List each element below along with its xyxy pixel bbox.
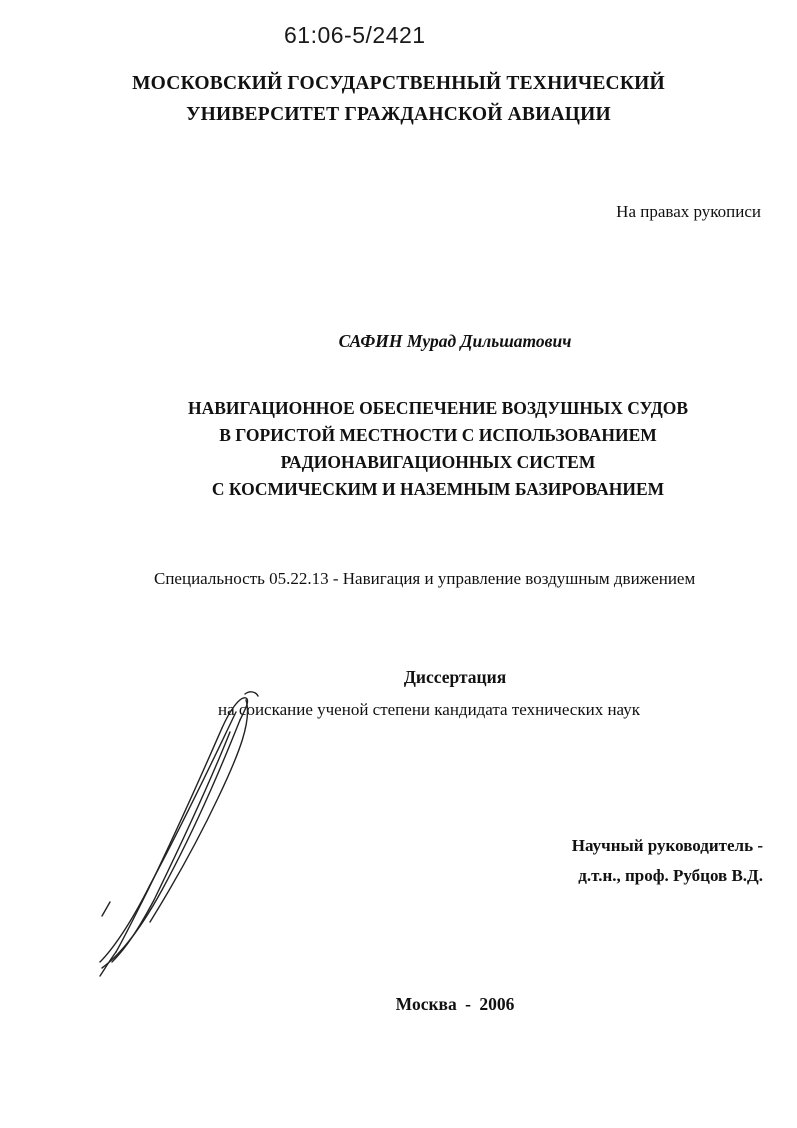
title-line-4: С КОСМИЧЕСКИМ И НАЗЕМНЫМ БАЗИРОВАНИЕМ (211, 479, 665, 499)
author-name: САФИН Мурад Дильшатович (338, 331, 572, 351)
title-line-3: РАДИОНАВИГАЦИОННЫХ СИСТЕМ (280, 452, 596, 472)
supervisor-name: д.т.н., проф. Рубцов В.Д. (578, 866, 763, 885)
archive-stamp: 61:06-5/2421 (284, 22, 426, 48)
manuscript-note: На правах рукописи (616, 202, 761, 221)
city-year: Москва - 2006 (395, 994, 515, 1014)
supervisor-label: Научный руководитель - (571, 836, 763, 855)
title-line-1: НАВИГАЦИОННОЕ ОБЕСПЕЧЕНИЕ ВОЗДУШНЫХ СУДОВ (187, 398, 689, 418)
dissertation-title (0, 395, 797, 503)
degree-line: на соискание ученой степени кандидата технических наук (218, 700, 641, 719)
handwritten-signature (90, 690, 270, 980)
document-type: Диссертация (403, 667, 507, 687)
university-name (0, 68, 797, 130)
specialty-line: Специальность 05.22.13 - Навигация и управление воздушным движением (154, 569, 696, 588)
supervisor-block (572, 831, 763, 891)
university-line-1: МОСКОВСКИЙ ГОСУДАРСТВЕННЫЙ ТЕХНИЧЕСКИЙ (132, 73, 665, 94)
title-line-2: В ГОРИСТОЙ МЕСТНОСТИ С ИСПОЛЬЗОВАНИЕМ (219, 425, 657, 445)
university-line-2: УНИВЕРСИТЕТ ГРАЖДАНСКОЙ АВИАЦИИ (186, 104, 611, 125)
